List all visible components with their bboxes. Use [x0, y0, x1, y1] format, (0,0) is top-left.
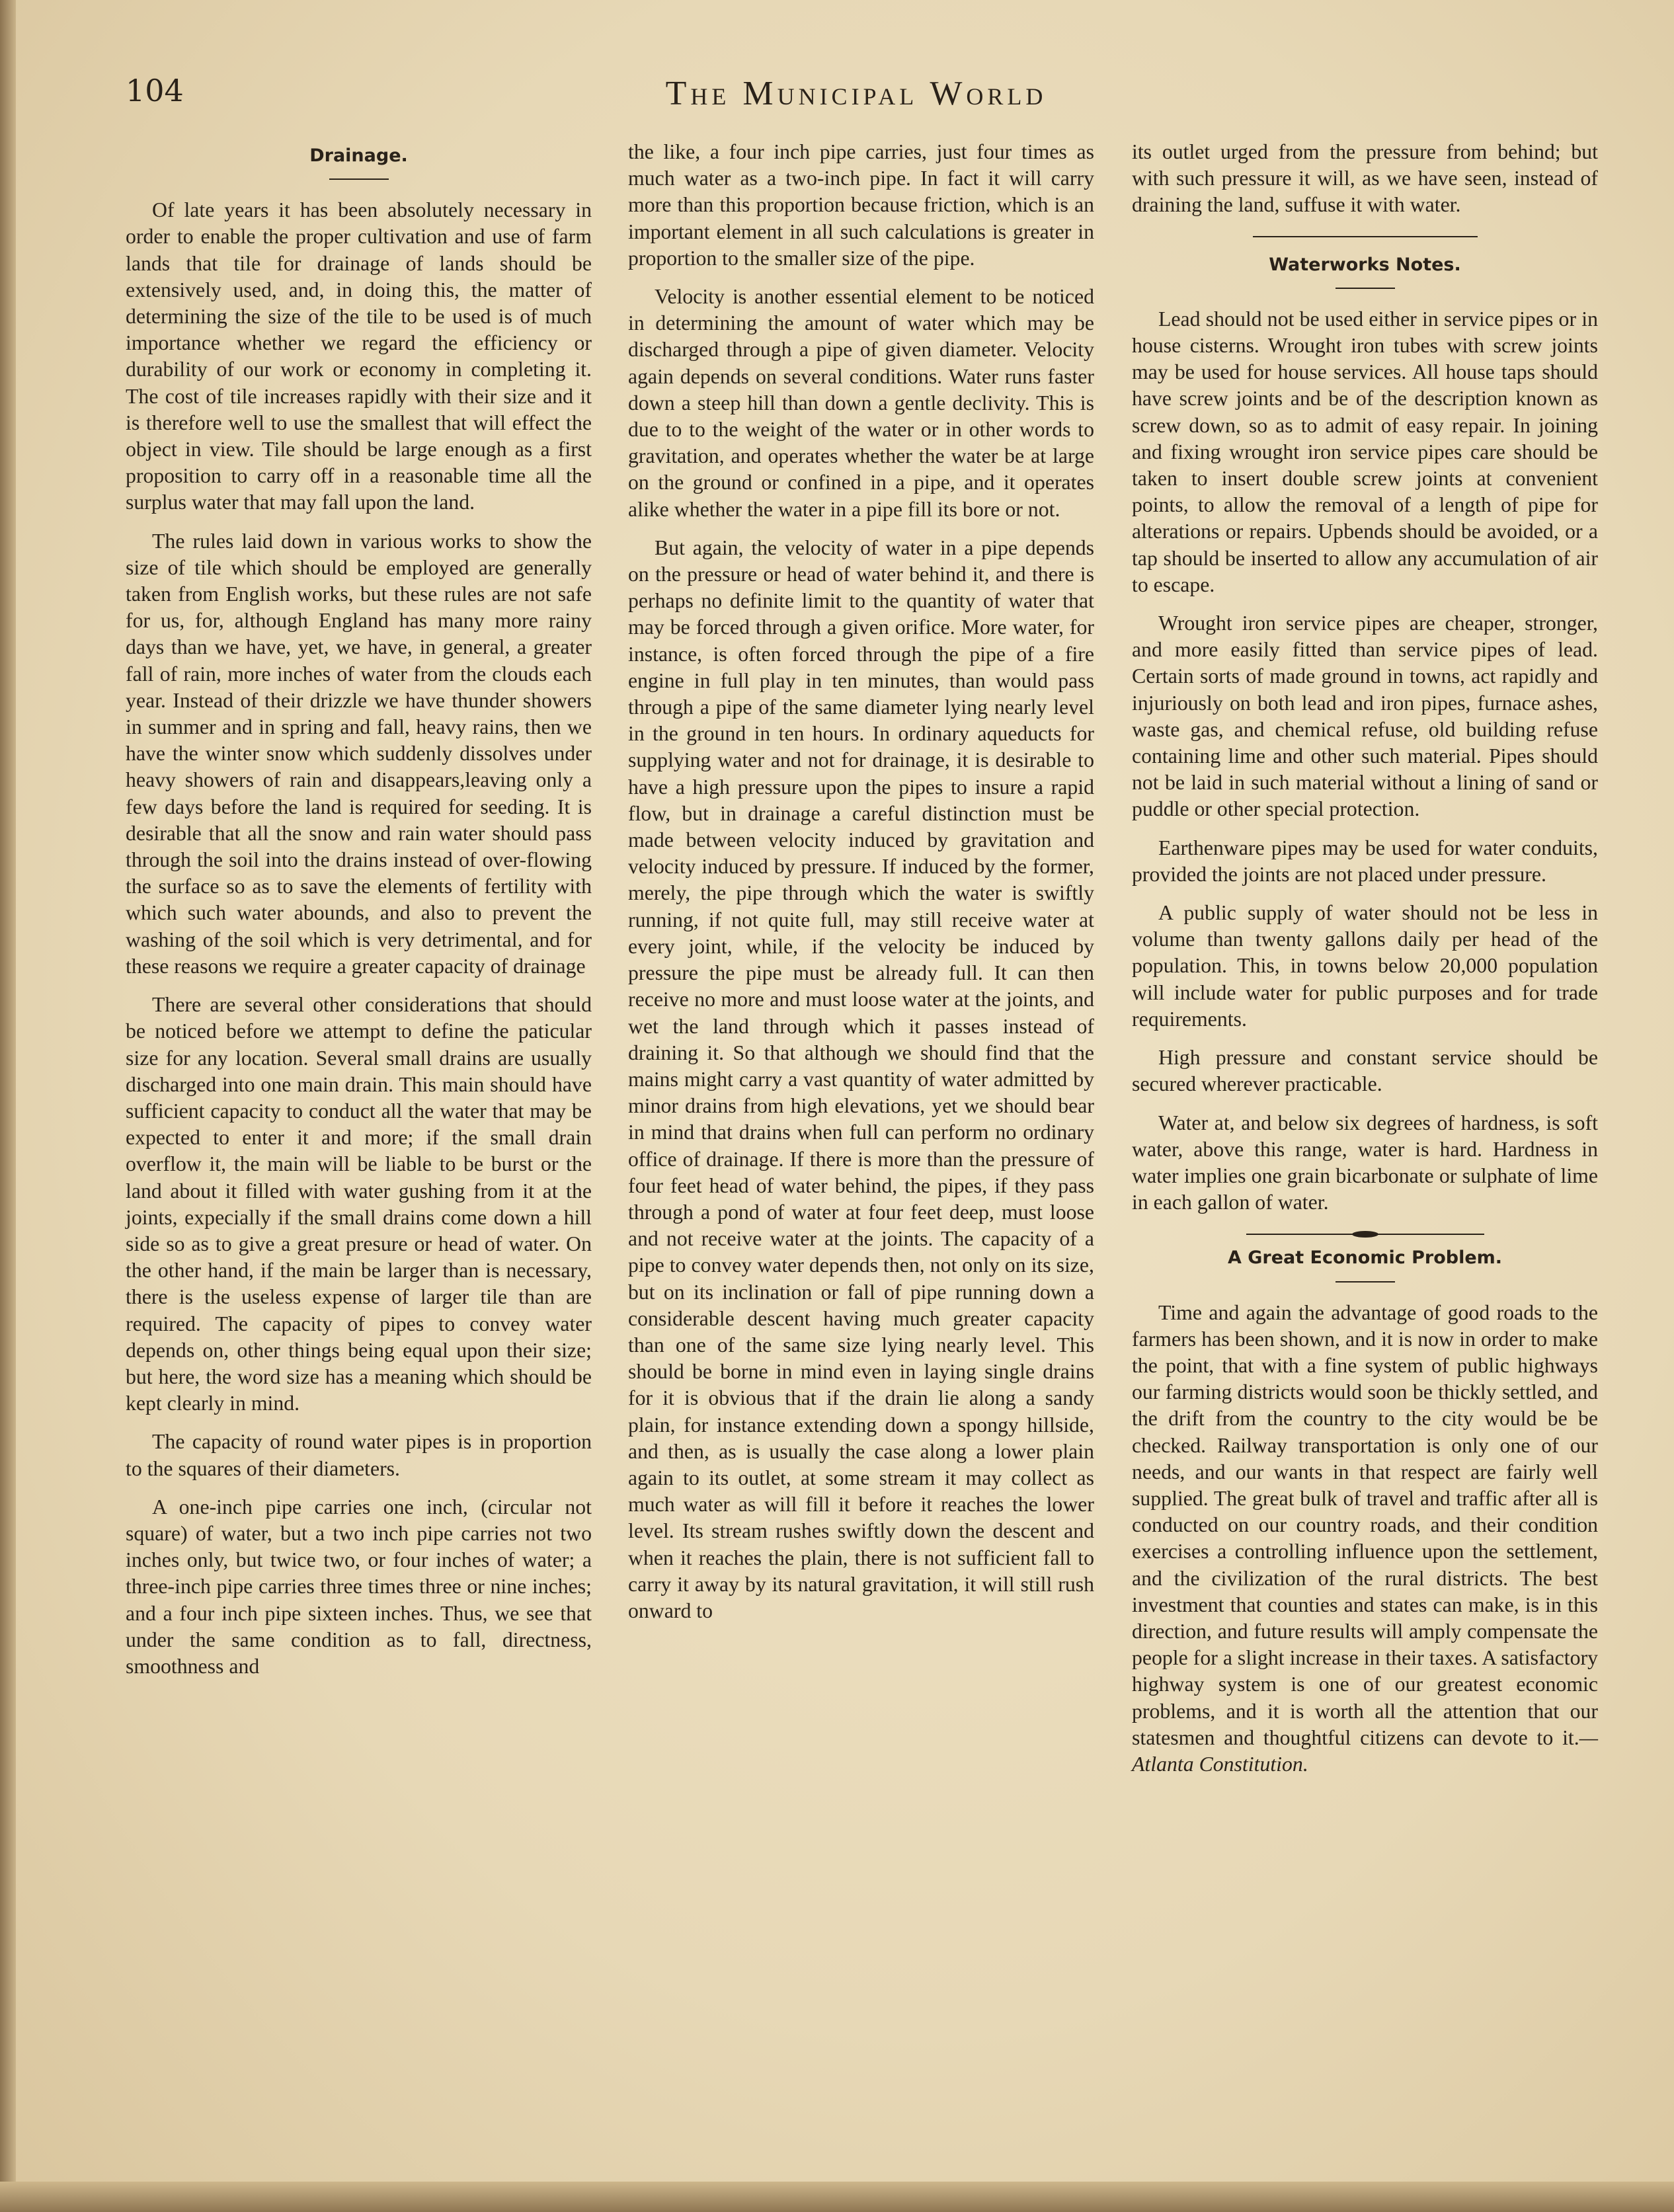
source-credit: —Atlanta Constitution.	[1132, 1725, 1598, 1776]
paragraph: Of late years it has been absolutely necessary in order to enable the proper cultivation and use of farm lands that tile for drainage of lands should be extensively used, and, in doing this, the matter of determining the size of the tile to be used is of much importance whether we regard the efficiency or durability of our work or economy in completing it. The cost of tile increases rapidly with their size and it is therefore well to use the smallest that will effect the object in view. Tile should be large enough as a first proposition to carry off in a reasonable time all the surplus water that may fall upon the land.	[126, 198, 592, 514]
heading-rule	[329, 178, 389, 180]
heading-rule	[1335, 1281, 1395, 1283]
page-header	[126, 73, 1587, 126]
column-1	[126, 139, 592, 1692]
paragraph: A one-inch pipe carries one inch, (circular not square) of water, but a two inch pipe carries not two inches only, but twice two, or four inches of water; a three-inch pipe carries three times three or nine inches; and a four inch pipe sixteen inches. Thus, we see that under the same condition as to fall, directness, smoothness and	[126, 1495, 592, 1678]
ornamental-rule	[1246, 1230, 1484, 1238]
paragraph: High pressure and constant service should be secured wherever practicable.	[1132, 1046, 1598, 1096]
paragraph: The capacity of round water pipes is in proportion to the squares of their diameters.	[126, 1430, 592, 1480]
paragraph: Earthenware pipes may be used for water conduits, provided the joints are not placed under pressure.	[1132, 836, 1598, 886]
running-head: The Municipal World	[665, 75, 1047, 112]
paragraph: But again, the velocity of water in a pipe depends on the pressure or head of water behind it, and there is perhaps no definite limit to the quantity of water that may be forced through a given orifice. More water, for instance, is often forced through the pipe of a fire engine in full play in ten minutes, than would pass through a pipe of the same diameter lying nearly level in the ground in ten hours. In ordinary aqueducts for supplying water and not for drainage, it is desirable to have a high pressure upon the pipes to insure a rapid flow, but in drainage a careful distinction must be made between velocity induced by gravitation and velocity induced by pressure. If induced by the former, merely, the pipe through which the water is swiftly running, if not quite full, may still receive water at every joint, while, if the velocity be induced by pressure the pipe must be already full. It can then receive no more and must loose water at the joints, and wet the land through which it passes instead of draining it. So that although we should find that the mains might carry a vast quantity of water admitted by minor drains from high elevations, yet we should bear in mind that drains when full can perform no ordinary office of drainage. If there is more than the pressure of four feet head of water behind, the pipes, if they pass through a pond of water at four feet deep, must loose and not receive water at the joints. The capacity of a pipe to convey water depends then, not only on its size, but on its inclination or fall of pipe running down a considerable descent having much greater capacity than one of the same size lying nearly level. This should be borne in mind even in laying single drains for it is obvious that if the drain lie along a sandy plain, for instance extending down a spongy hillside, and then, as is usually the case along a lower plain again to its outlet, at some stream it may collect as much water as will fill it before it reaches the lower level. Its stream rushes swiftly down the descent and when it reaches the plain, there is not sufficient fall to carry it away by its natural gravitation, it will still rush onward to	[628, 535, 1094, 1622]
paragraph: Velocity is another essential element to be noticed in determining the amount of water which may be discharged through a pipe of given diameter. Velocity again depends on several conditions. Water runs faster down a steep hill than down a gentle declivity. This is due to to the weight of the water or in other words to gravitation, and operates whether the water be at large on the ground or confined in a pipe, and it operates alike whether the water in a pipe fill its bore or not.	[628, 285, 1094, 521]
paragraph: There are several other considerations that should be noticed before we attempt to define the paticular size for any location. Several small drains are usually discharged into one main drain. This main should have sufficient capacity to conduct all the water that may be expected to enter it and more; if the small drain overflow it, the main will be liable to be burst or the land about it filled with water gushing from it at the joints, expecially if the small drains come down a hill side so as to give a great presure or head of water. On the other hand, if the main be larger than is necessary, there is the useless expense of larger tile than are required. The capacity of pipes to convey water depends on, other things being equal upon their size; but here, the word size has a meaning which should be kept clearly in mind.	[126, 993, 592, 1415]
paragraph-continued: the like, a four inch pipe carries, just four times as much water as a two-inch pipe. In fact it will carry more than this proportion because friction, which is an important element in all such calculations is greater in proportion to the smaller size of the pipe.	[628, 140, 1094, 270]
section-rule	[1253, 236, 1478, 237]
paragraph-text: Time and again the advantage of good roads to the farmers has been shown, and it is now in order to make the point, that with a fine system of public highways our farming districts would soon be thickly settled, and the drift from the country to the city would be be checked. Railway transportation is only one of our needs, and our wants in that respect are fairly well supplied. The great bulk of travel and traffic after all is conducted on our country roads, and their condition exercises a controlling influence upon the settlement, and the civilization of the rural districts. The best investment that counties and states can make, is in this direction, and future results will amply compensate the people for a slight increase in their taxes. A satisfactory highway system is one of our greatest economic problems, and it is worth all the attention that our statesmen and thoughtful citizens can devote to it.	[1132, 1300, 1598, 1749]
paragraph: The rules laid down in various works to show the size of tile which should be employed are generally taken from English works, but these rules are not safe for us, for, although England has many more rainy days than we have, yet, we have, in general, a greater fall of rain, more inches of water from the clouds each year. Instead of their drizzle we have thunder showers in summer and in spring and fall, heavy rains, then we have the winter snow which suddenly dissolves under heavy showers of rain and disappears,leaving only a few days before the land is required for seeding. It is desirable that all the snow and rain water should pass through the soil into the drains instead of over-flowing the surface so as to save the elements of fertility with which such water abounds, and also to prevent the washing of the soil which is very detrimental, and for these reasons we require a greater capacity of drainage	[126, 529, 592, 978]
article-heading-economic: A Great Economic Problem.	[1227, 1247, 1503, 1269]
article-heading-waterworks: Waterworks Notes.	[1269, 254, 1461, 275]
page-bottom-edge	[0, 2182, 1674, 2212]
binding-edge	[0, 0, 16, 2212]
column-2	[628, 139, 1094, 1636]
article-heading-drainage: Drainage.	[309, 145, 408, 166]
paragraph-continued: its outlet urged from the pressure from behind; but with such pressure it will, as we have seen, instead of draining the land, suffuse it with water.	[1132, 140, 1598, 217]
paragraph	[1132, 1300, 1598, 1778]
column-3	[1132, 139, 1598, 1790]
paragraph: Lead should not be used either in service pipes or in house cisterns. Wrought iron tubes with screw joints may be used for house services. All house taps should have screw joints and be of the description known as screw down, so as to admit of easy repair. In joining and fixing wrought iron service pipes care should be taken to insert double screw joints at convenient points, to allow the removal of a length of pipe for alterations or repairs. Upbends should be avoided, or a tap should be inserted to allow any accumulation of air to escape.	[1132, 307, 1598, 596]
heading-rule	[1335, 288, 1395, 289]
paragraph: A public supply of water should not be less in volume than twenty gallons daily per head of the population. This, in towns below 20,000 population will include water for public purposes and for trade requirements.	[1132, 901, 1598, 1031]
paragraph: Water at, and below six degrees of hardness, is soft water, above this range, water is hard. Hardness in water implies one grain bicarbonate or sulphate of lime in each gallon of water.	[1132, 1111, 1598, 1214]
paragraph: Wrought iron service pipes are cheaper, stronger, and more easily fitted than service pipes of lead. Certain sorts of made ground in towns, act rapidly and injuriously on both lead and iron pipes, furnace ashes, waste gas, and chemical refuse, old building refuse containing lime and other such material. Pipes should not be laid in such material without a lining of sand or puddle or other special protection.	[1132, 612, 1598, 821]
page-number: 104	[126, 73, 184, 108]
